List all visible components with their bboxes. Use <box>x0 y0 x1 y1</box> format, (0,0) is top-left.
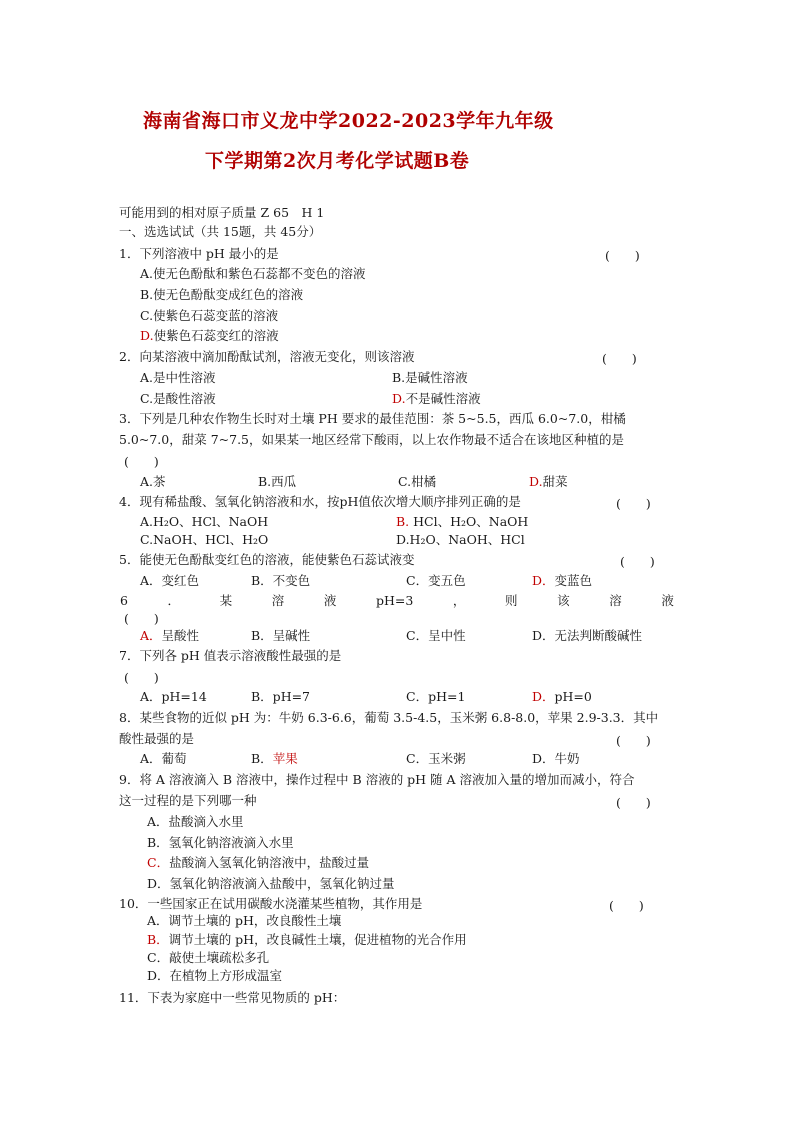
q3-option-d-text: 甜菜 <box>542 474 568 489</box>
q7-option-d-letter: D． <box>532 689 555 704</box>
q4-answer-blank: ( ) <box>616 496 651 511</box>
q2-option-d-letter: D. <box>392 391 406 406</box>
q8-option-b-letter: B． <box>251 751 273 766</box>
title-line-1: 海南省海口市义龙中学2022-2023学年九年级 <box>143 110 554 132</box>
q3-option-c: C.柑橘 <box>398 474 437 489</box>
q1-option-b: B.使无色酚酞变成红色的溶液 <box>140 287 304 302</box>
q4-option-a: A.H₂O、HCl、NaOH <box>140 514 269 529</box>
q5-option-d-text: 变蓝色 <box>554 573 593 588</box>
q9-option-d: D．氢氧化钠溶液滴入盐酸中，氢氧化钠过量 <box>147 876 395 891</box>
q1-stem: 1．下列溶液中 pH 最小的是 <box>119 246 279 261</box>
q6-word: 该 <box>557 593 570 608</box>
q2-option-b: B.是碱性溶液 <box>392 370 468 385</box>
q10-option-a: A．调节土壤的 pH，改良酸性土壤 <box>147 913 342 928</box>
q6-word: 某 <box>219 593 233 608</box>
q5-answer-blank: ( ) <box>620 554 655 569</box>
q3-option-a: A.茶 <box>140 474 166 489</box>
q1-option-c: C.使紫色石蕊变蓝的溶液 <box>140 308 279 323</box>
q5-option-d <box>532 573 592 588</box>
q2-answer-blank: ( ) <box>602 351 637 366</box>
q4-stem: 4．现有稀盐酸、氢氧化钠溶液和水，按pH值依次增大顺序排列正确的是 <box>119 494 521 509</box>
q6-stem <box>120 593 674 608</box>
q6-word: 液 <box>661 593 674 608</box>
q3-option-d <box>529 474 568 489</box>
q2-option-c: C.是酸性溶液 <box>140 391 216 406</box>
q10-stem: 10．一些国家正在试用碳酸水浇灌某些植物，其作用是 <box>119 896 423 911</box>
q3-line-2: 5.0~7.0，甜菜 7~7.5，如果某一地区经常下酸雨，以上农作物最不适合在该地区种植的是 <box>119 432 625 447</box>
q2-option-a: A.是中性溶液 <box>140 370 216 385</box>
q3-answer-blank: ( ) <box>124 454 159 469</box>
q5-option-c: C．变五色 <box>406 573 466 588</box>
q6-word: pH=3 <box>375 593 414 608</box>
q6-word: ． <box>167 593 181 608</box>
q3-option-d-letter: D. <box>529 474 543 489</box>
q6-option-a-letter: A． <box>140 628 162 643</box>
q4-option-d: D.H₂O、NaOH、HCl <box>396 532 525 547</box>
q5-option-a: A．变红色 <box>140 573 200 588</box>
q10-option-d: D．在植物上方形成温室 <box>147 968 283 983</box>
q9-option-c <box>147 855 369 870</box>
q10-option-c: C．敲使土壤疏松多孔 <box>147 950 270 965</box>
q10-option-b <box>147 932 467 947</box>
q6-word: 则 <box>505 593 518 608</box>
q7-answer-blank: ( ) <box>124 670 159 685</box>
q9-option-c-text: 盐酸滴入氢氧化钠溶液中，盐酸过量 <box>169 855 370 870</box>
title-line-2: 下学期第2次月考化学试题B卷 <box>205 150 470 172</box>
q8-option-c: C．玉米粥 <box>406 751 466 766</box>
q3-option-b: B.西瓜 <box>258 474 297 489</box>
q8-line-1: 8．某些食物的近似 pH 为：牛奶 6.3-6.6，葡萄 3.5-4.5，玉米粥 6.8-8.0，苹果 2.9-3.3．其中 <box>119 710 659 725</box>
q7-stem: 7．下列各 pH 值表示溶液酸性最强的是 <box>119 648 342 663</box>
q8-line-2: 酸性最强的是 <box>119 731 195 746</box>
q8-option-a: A．葡萄 <box>140 751 187 766</box>
q4-option-c: C.NaOH、HCl、H₂O <box>140 532 269 547</box>
q11-stem: 11．下表为家庭中一些常见物质的 pH： <box>119 990 346 1005</box>
q6-answer-blank: ( ) <box>124 611 159 626</box>
q6-option-c: C．呈中性 <box>406 628 466 643</box>
q8-option-b <box>251 751 298 766</box>
q1-option-d-text: 使紫色石蕊变红的溶液 <box>153 328 279 343</box>
q6-word: 溶 <box>609 593 622 608</box>
q6-option-a-text: 呈酸性 <box>161 628 200 643</box>
q4-option-b <box>396 514 528 529</box>
q4-option-b-text: HCl、H₂O、NaOH <box>409 514 529 529</box>
section-heading: 一、选选试试（共 15题，共 45分） <box>119 224 322 239</box>
q8-option-b-text: 苹果 <box>272 751 298 766</box>
q3-line-1: 3．下列是几种农作物生长时对土壤 PH 要求的最佳范围：茶 5~5.5，西瓜 6.0~7.0，柑橘 <box>119 411 626 426</box>
q2-option-d-text: 不是碱性溶液 <box>405 391 481 406</box>
q5-option-b: B．不变色 <box>251 573 311 588</box>
q1-answer-blank: ( ) <box>605 248 640 263</box>
q8-answer-blank: ( ) <box>616 733 651 748</box>
q9-line-2: 这一过程的是下列哪一种 <box>119 793 257 808</box>
q7-option-b: B．pH=7 <box>251 689 311 704</box>
q2-stem: 2．向某溶液中滴加酚酞试剂，溶液无变化，则该溶液 <box>119 349 415 364</box>
q8-option-d: D．牛奶 <box>532 751 580 766</box>
q6-word: 液 <box>323 593 337 608</box>
q9-option-b: B．氢氧化钠溶液滴入水里 <box>147 835 294 850</box>
q9-option-a: A．盐酸滴入水里 <box>147 814 244 829</box>
q6-option-b: B．呈碱性 <box>251 628 311 643</box>
q6-word: 6 <box>120 593 128 608</box>
q6-option-a <box>140 628 199 643</box>
q7-option-d-text: pH=0 <box>554 689 592 704</box>
q6-word: 溶 <box>271 593 285 608</box>
q7-option-a: A．pH=14 <box>140 689 207 704</box>
q5-option-d-letter: D． <box>532 573 555 588</box>
q7-option-c: C．pH=1 <box>406 689 466 704</box>
q2-option-d <box>392 391 481 406</box>
q6-option-d: D．无法判断酸碱性 <box>532 628 643 643</box>
q9-option-c-letter: C． <box>147 855 170 870</box>
q4-option-b-letter: B. <box>396 514 410 529</box>
q9-line-1: 9．将 A 溶液滴入 B 溶液中，操作过程中 B 溶液的 pH 随 A 溶液加入量的增加而减小，符合 <box>119 772 635 787</box>
q10-option-b-text: 调节土壤的 pH，改良碱性土壤，促进植物的光合作用 <box>168 932 467 947</box>
atomic-mass-note: 可能用到的相对原子质量 Z 65 H 1 <box>119 205 325 220</box>
q1-option-d-letter: D. <box>140 328 154 343</box>
q9-answer-blank: ( ) <box>616 795 651 810</box>
q10-answer-blank: ( ) <box>609 898 644 913</box>
q1-option-a: A.使无色酚酞和紫色石蕊都不变色的溶液 <box>140 266 366 281</box>
q1-option-d <box>140 328 279 343</box>
q10-option-b-letter: B． <box>147 932 169 947</box>
q6-word: ， <box>452 593 466 608</box>
q7-option-d <box>532 689 592 704</box>
q5-stem: 5．能使无色酚酞变红色的溶液，能使紫色石蕊试液变 <box>119 552 415 567</box>
